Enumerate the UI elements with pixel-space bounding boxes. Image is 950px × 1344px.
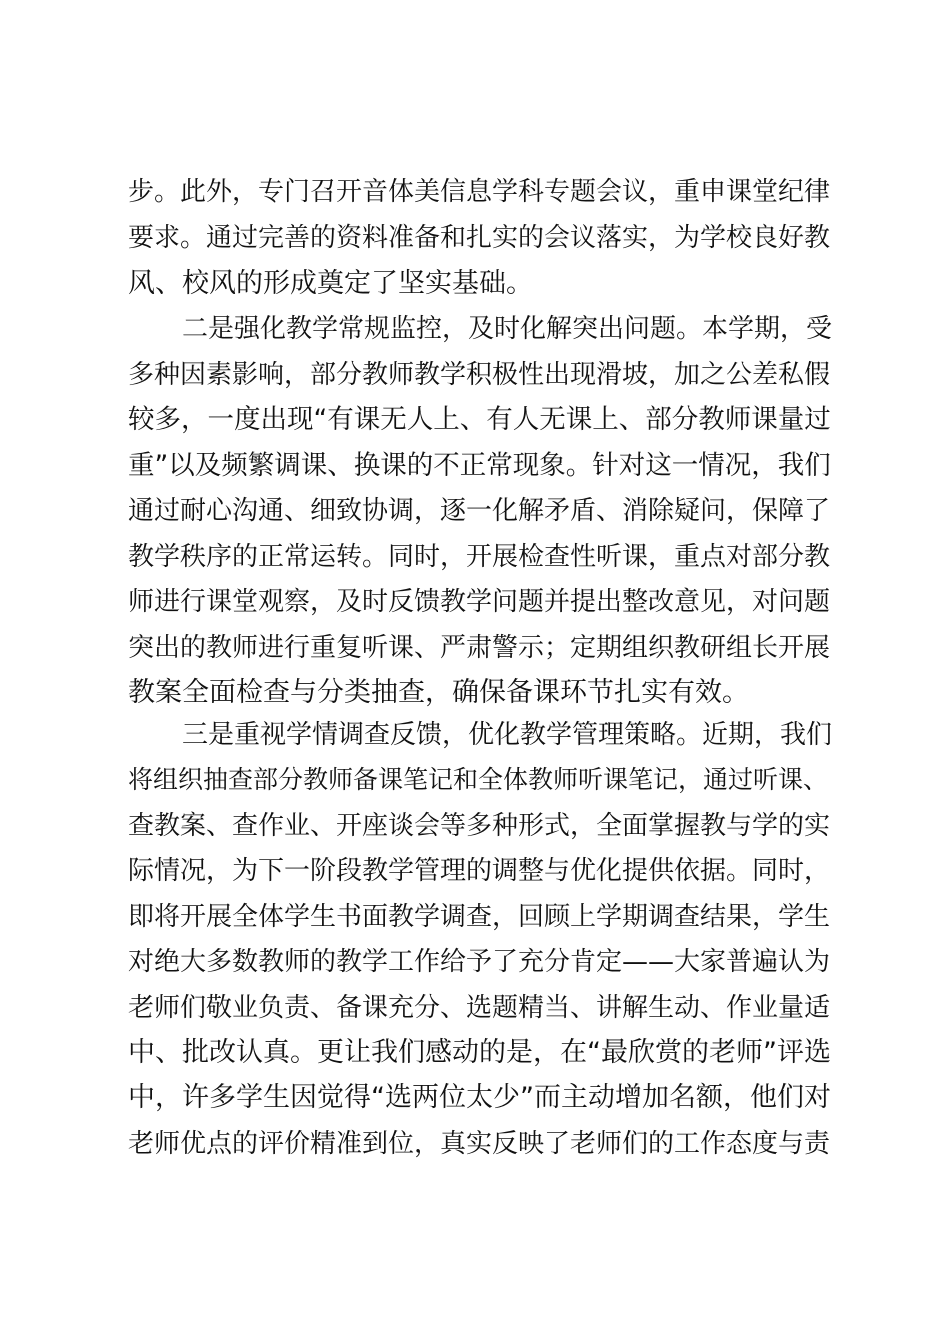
text-line: 多种因素影响，部分教师教学积极性出现滑坡，加之公差私假 <box>128 360 831 390</box>
text-line: 较多，一度出现“有课无人上、有人无课上、部分教师课量过 <box>128 404 831 435</box>
text-line: 中、批改认真。更让我们感动的是，在“最欣赏的老师”评选 <box>128 1037 831 1068</box>
text-line: 通过耐心沟通、细致协调，逐一化解矛盾、消除疑问，保障了 <box>128 496 831 526</box>
text-line: 老师优点的评价精准到位，真实反映了老师们的工作态度与责 <box>128 1129 831 1159</box>
text-line: 老师们敬业负责、备课充分、选题精当、讲解生动、作业量适 <box>128 993 831 1023</box>
text-line: 突出的教师进行重复听课、严肃警示；定期组织教研组长开展 <box>128 633 831 663</box>
text-line: 对绝大多数教师的教学工作给予了充分肯定——大家普遍认为 <box>128 947 831 977</box>
text-line: 际情况，为下一阶段教学管理的调整与优化提供依据。同时， <box>128 856 831 886</box>
paragraph-first-line: 二是强化教学常规监控，及时化解突出问题。本学期，受 <box>182 314 833 344</box>
text-line: 教学秩序的正常运转。同时，开展检查性听课，重点对部分教 <box>128 542 831 572</box>
text-line: 中，许多学生因觉得“选两位太少”而主动增加名额，他们对 <box>128 1082 831 1113</box>
text-line: 教案全面检查与分类抽查，确保备课环节扎实有效。 <box>128 677 749 708</box>
text-line: 要求。通过完善的资料准备和扎实的会议落实，为学校良好教 <box>128 223 831 253</box>
text-line: 将组织抽查部分教师备课笔记和全体教师听课笔记，通过听课、 <box>128 765 829 794</box>
text-line: 风、校风的形成奠定了坚实基础。 <box>128 268 533 299</box>
text-line: 即将开展全体学生书面教学调查，回顾上学期调查结果，学生 <box>128 902 831 932</box>
text-line: 查教案、查作业、开座谈会等多种形式，全面掌握教与学的实 <box>128 811 831 841</box>
text-line: 重”以及频繁调课、换课的不正常现象。针对这一情况，我们 <box>128 450 831 481</box>
paragraph-first-line: 三是重视学情调查反馈，优化教学管理策略。近期，我们 <box>182 720 833 750</box>
text-line: 步。此外，专门召开音体美信息学科专题会议，重申课堂纪律 <box>128 177 831 207</box>
text-line: 师进行课堂观察，及时反馈教学问题并提出整改意见，对问题 <box>128 587 831 617</box>
